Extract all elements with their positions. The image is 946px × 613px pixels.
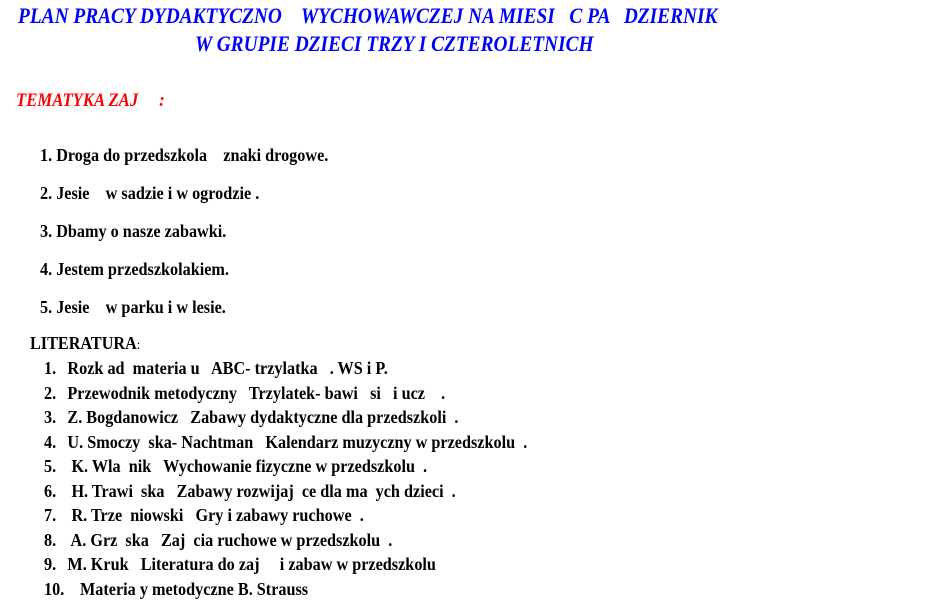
literature-item-text: Przewodnik metodyczny Trzylatek- bawi si i ucz . [67, 382, 446, 403]
literature-item-number: 8. [44, 529, 57, 550]
document-title-line-1: PLAN PRACY DYDAKTYCZNO WYCHOWAWCZEJ NA MIESI C PA DZIERNIK [18, 3, 718, 28]
literature-item [44, 529, 527, 554]
literature-item [44, 578, 527, 603]
literature-heading-text: LITERATURA [30, 333, 137, 353]
document-title-line-2: W GRUPIE DZIECI TRZY I CZTEROLETNICH [195, 31, 594, 56]
literature-item-text: Z. Bogdanowicz Zabawy dydaktyczne dla przedszkoli . [67, 407, 459, 427]
literature-item-number: 5. [44, 456, 57, 476]
literature-item-number: 2. [44, 382, 57, 403]
topic-item: 2. Jesie w sadzie i w ogrodzie . [40, 183, 260, 203]
literature-item-number: 10. [44, 578, 65, 599]
literature-item [44, 357, 527, 382]
topics-heading: TEMATYKA ZAJ : [16, 90, 165, 111]
literature-item [44, 553, 527, 578]
literature-list [44, 357, 581, 602]
literature-item-number: 7. [44, 505, 57, 525]
literature-item-text: Materia y metodyczne B. Strauss [80, 578, 309, 599]
literature-item-number: 6. [44, 480, 57, 501]
literature-item [44, 455, 527, 480]
literature-item-number: 3. [44, 407, 57, 427]
literature-item [44, 382, 527, 407]
literature-item-text: U. Smoczy ska- Nachtman Kalendarz muzyczny w przedszkolu . [67, 431, 528, 452]
literature-heading-colon: : [136, 338, 141, 353]
literature-item [44, 480, 527, 505]
literature-item-text: H. Trawi ska Zabawy rozwijaj ce dla ma ych dzieci . [67, 480, 456, 501]
topic-item: 5. Jesie w parku i w lesie. [40, 297, 226, 317]
literature-item [44, 504, 527, 529]
literature-item [44, 431, 527, 456]
literature-item-number: 4. [44, 431, 57, 452]
topics-list [40, 144, 360, 334]
topic-item: 1. Droga do przedszkola znaki drogowe. [40, 145, 329, 165]
literature-item-text: Rozk ad materia u ABC- trzylatka . WS i P. [67, 358, 388, 378]
topic-item: 3. Dbamy o nasze zabawki. [40, 221, 227, 241]
topic-item: 4. Jestem przedszkolakiem. [40, 259, 229, 279]
literature-heading [30, 332, 140, 357]
literature-item-number: 1. [44, 358, 57, 378]
literature-item-text: A. Grz ska Zaj cia ruchowe w przedszkolu . [67, 529, 393, 550]
literature-item-text: R. Trze niowski Gry i zabawy ruchowe . [67, 505, 364, 525]
literature-item-number: 9. [44, 554, 57, 574]
literature-item [44, 406, 527, 431]
literature-item-text: K. Wla nik Wychowanie fizyczne w przedszkolu . [67, 456, 428, 476]
literature-item-text: M. Kruk Literatura do zaj i zabaw w przedszkolu [67, 554, 436, 574]
